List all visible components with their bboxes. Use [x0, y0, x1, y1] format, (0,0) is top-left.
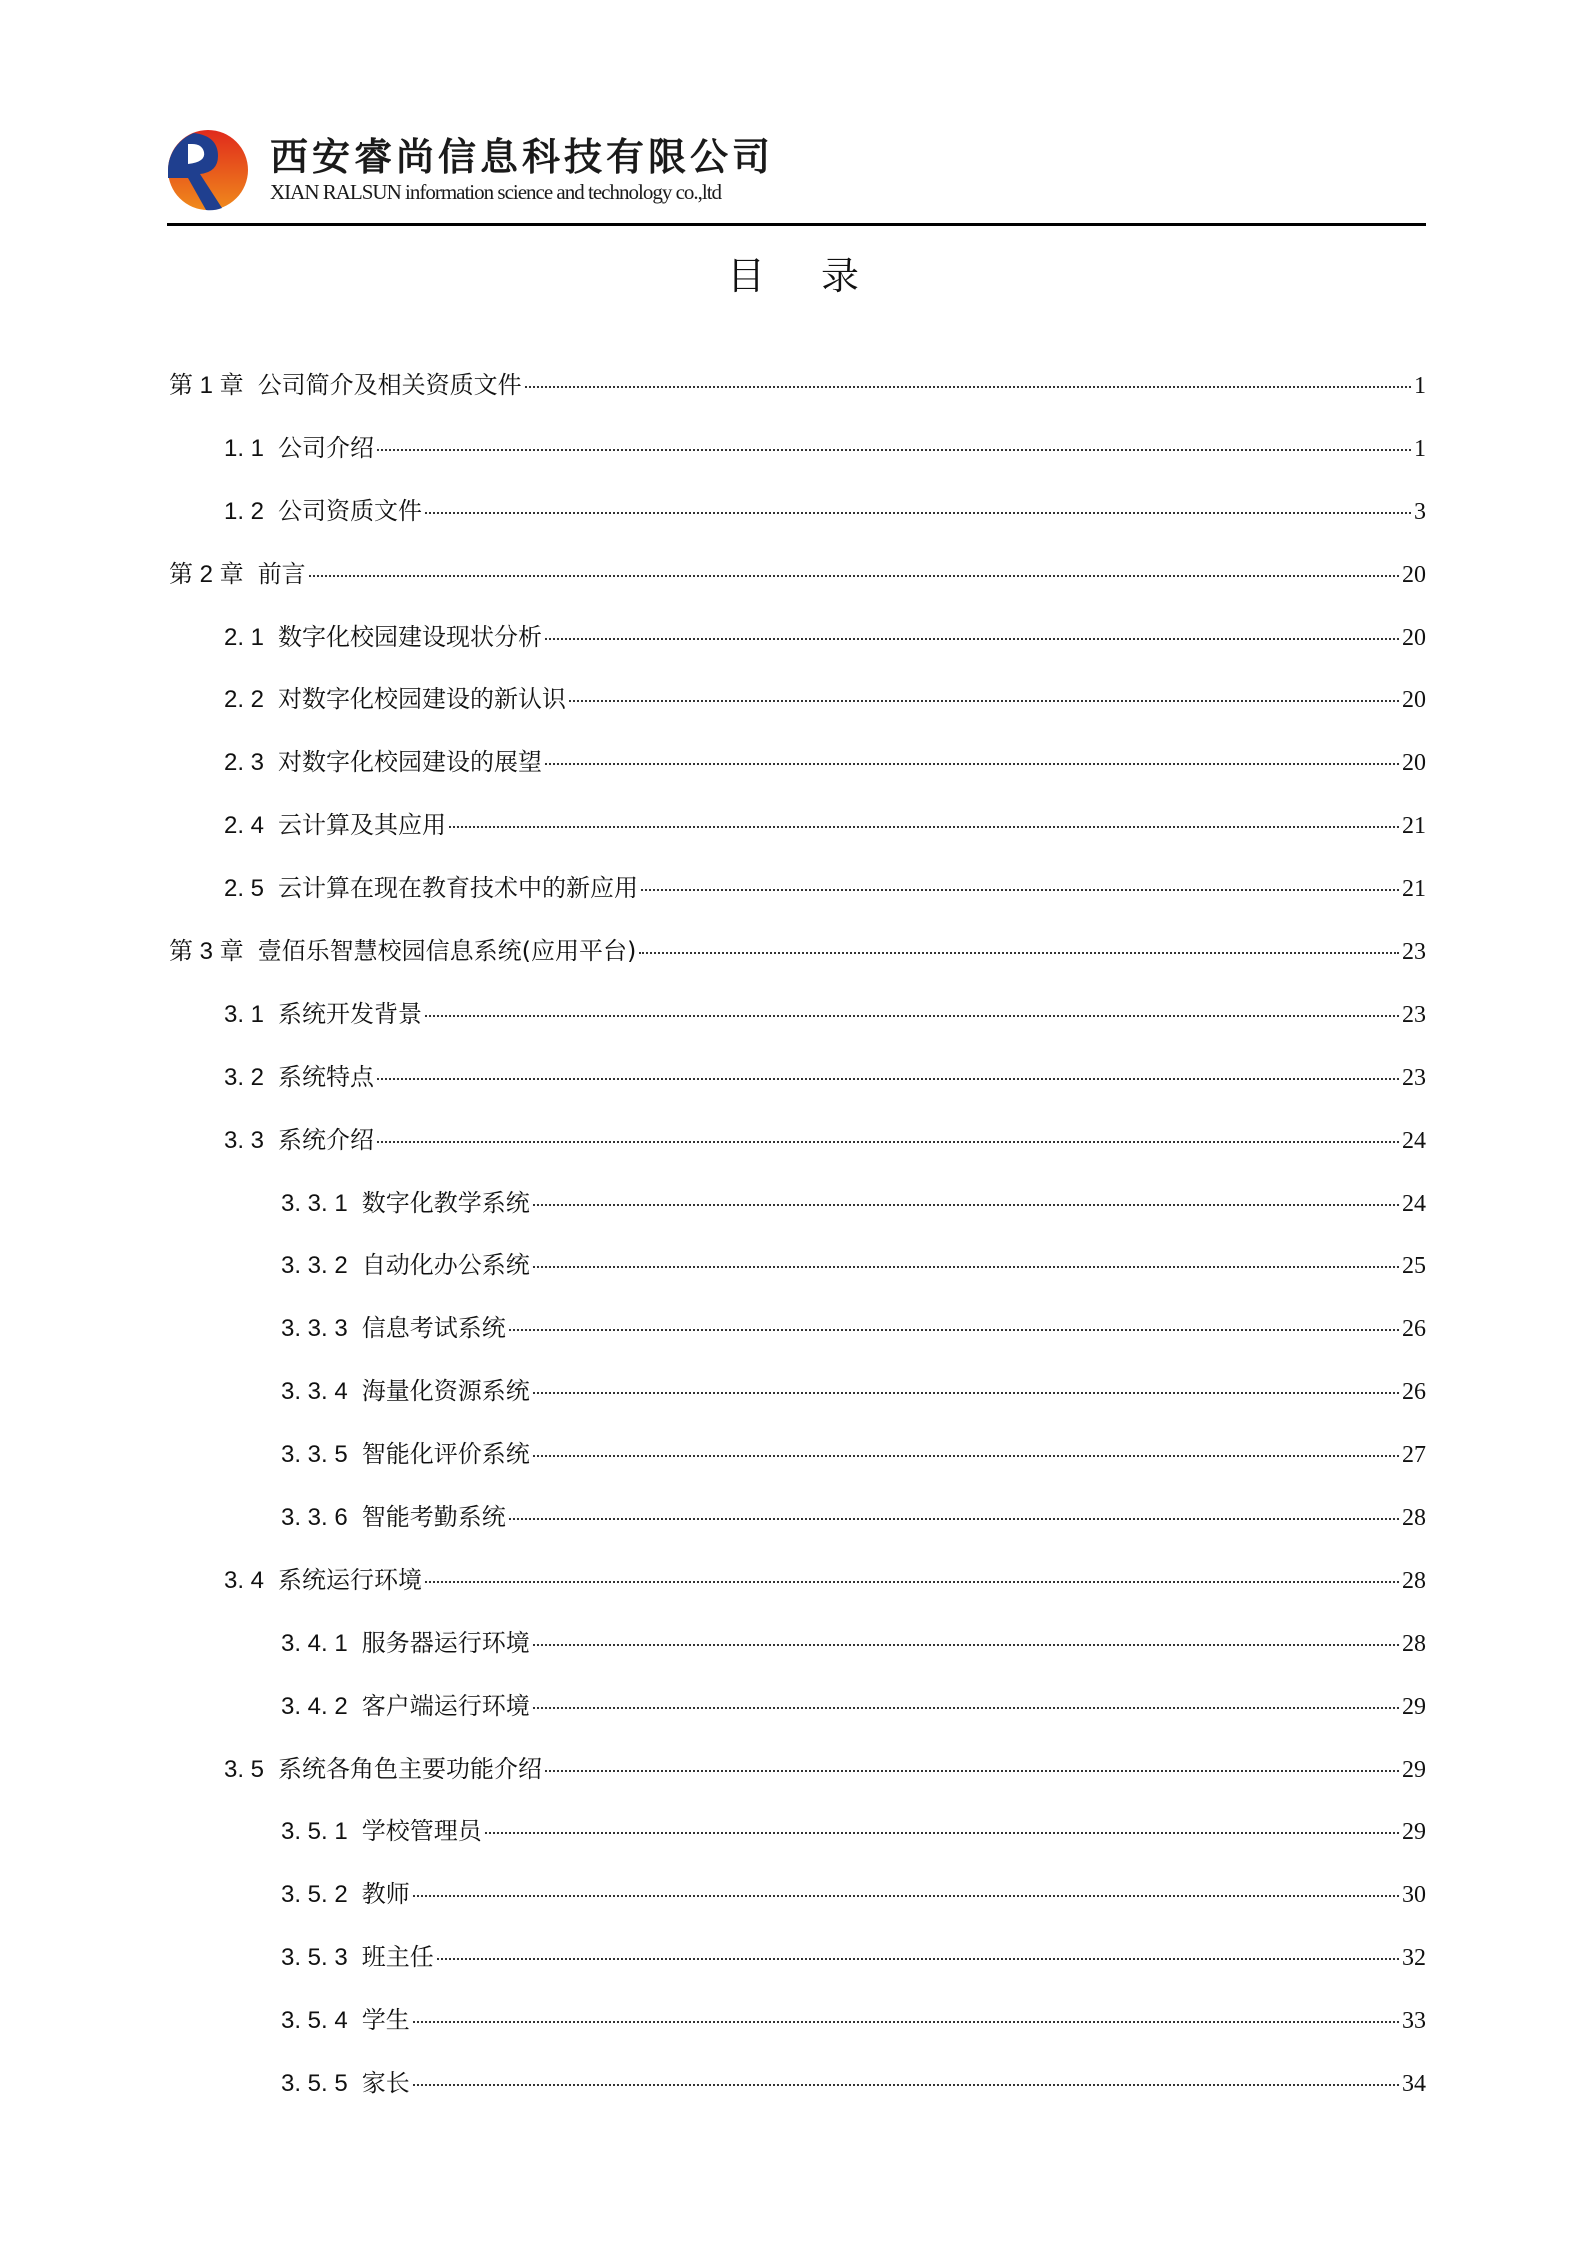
title-char: 录 [821, 254, 860, 298]
toc-page: 28 [1402, 1630, 1426, 1657]
toc-number: 第 2 章 [169, 560, 244, 588]
toc-label: 公司资质文件 [278, 496, 423, 525]
toc-entry[interactable] [169, 1435, 1426, 1498]
toc-label: 智能考勤系统 [361, 1503, 506, 1532]
toc-entry[interactable] [169, 1498, 1426, 1561]
toc-page: 28 [1402, 1567, 1426, 1594]
toc-page: 25 [1402, 1253, 1426, 1280]
toc-label: 对数字化校园建设的新认识 [278, 685, 567, 714]
toc-page: 21 [1402, 813, 1426, 840]
toc-page: 33 [1402, 2008, 1426, 2035]
toc-page: 23 [1402, 1064, 1426, 1091]
toc-page: 3 [1414, 498, 1426, 525]
toc-number: 3. 3. 6 [281, 1504, 348, 1532]
toc-number: 2. 4 [224, 812, 265, 840]
toc-leader [485, 1832, 1399, 1834]
company-name-cn: 西安睿尚信息科技有限公司 [270, 135, 775, 179]
toc-leader [533, 1707, 1399, 1709]
toc-number: 3. 4 [224, 1566, 265, 1594]
toc-page: 24 [1402, 1127, 1426, 1154]
toc-leader [309, 575, 1399, 577]
toc-entry[interactable] [169, 1121, 1426, 1184]
toc-leader [533, 1455, 1399, 1457]
toc-leader [449, 826, 1399, 828]
toc-entry[interactable] [169, 932, 1426, 995]
toc-leader [545, 763, 1399, 765]
toc-entry[interactable] [169, 1058, 1426, 1121]
toc-label: 系统特点 [278, 1062, 375, 1091]
toc-entry[interactable] [169, 680, 1426, 743]
page-title [0, 245, 1586, 300]
toc-label: 云计算在现在教育技术中的新应用 [278, 874, 639, 903]
toc-page: 29 [1402, 1819, 1426, 1846]
toc-page: 20 [1402, 750, 1426, 777]
toc-number: 2. 5 [224, 875, 265, 903]
toc-number: 3. 5. 2 [281, 1881, 348, 1909]
toc-entry[interactable] [169, 2064, 1426, 2127]
toc-label: 学生 [361, 2006, 410, 2035]
toc-page: 29 [1402, 1693, 1426, 1720]
table-of-contents [169, 366, 1426, 2127]
toc-number: 3. 5. 5 [281, 2070, 348, 2098]
toc-page: 21 [1402, 876, 1426, 903]
toc-page: 28 [1402, 1505, 1426, 1532]
toc-number: 3. 3. 4 [281, 1378, 348, 1406]
toc-page: 20 [1402, 624, 1426, 651]
toc-page: 27 [1402, 1442, 1426, 1469]
toc-label: 自动化办公系统 [361, 1251, 530, 1280]
toc-number: 3. 5. 3 [281, 1944, 348, 1972]
toc-label: 系统各角色主要功能介绍 [278, 1754, 543, 1783]
toc-label: 班主任 [361, 1943, 434, 1972]
toc-leader [377, 1141, 1399, 1143]
toc-label: 学校管理员 [361, 1817, 482, 1846]
toc-number: 3. 3. 1 [281, 1189, 348, 1217]
toc-label: 壹佰乐智慧校园信息系统(应用平台) [257, 937, 637, 966]
toc-entry[interactable] [169, 492, 1426, 555]
toc-number: 2. 2 [224, 686, 265, 714]
toc-number: 3. 3. 2 [281, 1252, 348, 1280]
toc-label: 前言 [257, 559, 306, 588]
toc-page: 29 [1402, 1756, 1426, 1783]
toc-label: 信息考试系统 [361, 1314, 506, 1343]
toc-number: 3. 3. 3 [281, 1315, 348, 1343]
toc-label: 数字化校园建设现状分析 [278, 622, 543, 651]
toc-entry[interactable] [169, 1561, 1426, 1624]
toc-number: 1. 1 [224, 434, 265, 462]
toc-number: 第 1 章 [169, 372, 244, 399]
title-char: 目 [726, 254, 765, 298]
toc-number: 2. 3 [224, 749, 265, 777]
toc-label: 数字化教学系统 [361, 1188, 530, 1217]
toc-page: 34 [1402, 2071, 1426, 2098]
toc-leader [533, 1644, 1399, 1646]
toc-leader [437, 1958, 1399, 1960]
toc-page: 30 [1402, 1882, 1426, 1909]
toc-leader [533, 1204, 1399, 1206]
toc-leader [413, 2021, 1399, 2023]
toc-page: 26 [1402, 1316, 1426, 1343]
toc-label: 教师 [361, 1880, 410, 1909]
toc-label: 海量化资源系统 [361, 1377, 530, 1406]
toc-label: 服务器运行环境 [361, 1628, 530, 1657]
toc-leader [425, 512, 1411, 514]
toc-number: 3. 2 [224, 1063, 265, 1091]
toc-leader [545, 1770, 1399, 1772]
toc-label: 系统运行环境 [278, 1565, 423, 1594]
toc-entry[interactable] [169, 1372, 1426, 1435]
toc-label: 系统介绍 [278, 1125, 375, 1154]
toc-entry[interactable] [169, 2001, 1426, 2064]
toc-entry[interactable] [169, 1938, 1426, 2001]
toc-entry[interactable] [169, 366, 1426, 429]
toc-entry[interactable] [169, 1875, 1426, 1938]
toc-page: 20 [1402, 561, 1426, 588]
company-name-en: XIAN RALSUN information science and technology co.,ltd [270, 180, 722, 204]
toc-entry[interactable] [169, 1309, 1426, 1372]
toc-label: 智能化评价系统 [361, 1440, 530, 1469]
toc-entry[interactable] [169, 1687, 1426, 1750]
toc-entry[interactable] [169, 995, 1426, 1058]
toc-number: 1. 2 [224, 497, 265, 525]
toc-leader [509, 1518, 1399, 1520]
toc-label: 公司介绍 [278, 433, 375, 462]
toc-leader [413, 2084, 1399, 2086]
toc-entry[interactable] [169, 806, 1426, 869]
toc-entry[interactable] [169, 1750, 1426, 1813]
toc-number: 3. 5. 1 [281, 1818, 348, 1846]
toc-leader [509, 1329, 1399, 1331]
toc-entry[interactable] [169, 869, 1426, 932]
toc-label: 公司简介及相关资质文件 [257, 371, 522, 399]
toc-leader [413, 1895, 1399, 1897]
toc-page: 26 [1402, 1379, 1426, 1406]
toc-leader [525, 386, 1411, 388]
toc-entry[interactable] [169, 555, 1426, 618]
toc-leader [377, 449, 1411, 451]
toc-label: 系统开发背景 [278, 999, 423, 1028]
toc-number: 2. 1 [224, 623, 265, 651]
toc-page: 20 [1402, 687, 1426, 714]
toc-number: 3. 3. 5 [281, 1441, 348, 1469]
toc-leader [533, 1266, 1399, 1268]
toc-entry[interactable] [169, 429, 1426, 492]
toc-number: 3. 5. 4 [281, 2007, 348, 2035]
toc-page: 23 [1402, 1001, 1426, 1028]
toc-number: 3. 4. 2 [281, 1692, 348, 1720]
toc-leader [569, 700, 1399, 702]
toc-entry[interactable] [169, 1812, 1426, 1875]
toc-entry[interactable] [169, 618, 1426, 681]
toc-leader [425, 1581, 1399, 1583]
toc-label: 对数字化校园建设的展望 [278, 748, 543, 777]
toc-number: 3. 5 [224, 1755, 265, 1783]
toc-number: 第 3 章 [169, 938, 244, 966]
toc-entry[interactable] [169, 1246, 1426, 1309]
toc-page: 1 [1414, 435, 1426, 462]
toc-number: 3. 3 [224, 1126, 265, 1154]
toc-leader [641, 889, 1399, 891]
toc-leader [533, 1392, 1399, 1394]
toc-leader [377, 1078, 1399, 1080]
toc-number: 3. 1 [224, 1000, 265, 1028]
toc-page: 24 [1402, 1190, 1426, 1217]
toc-leader [425, 1015, 1399, 1017]
toc-page: 32 [1402, 1945, 1426, 1972]
toc-number: 3. 4. 1 [281, 1629, 348, 1657]
toc-label: 家长 [361, 2069, 410, 2098]
toc-page: 23 [1402, 939, 1426, 966]
toc-entry[interactable] [169, 743, 1426, 806]
toc-label: 云计算及其应用 [278, 811, 447, 840]
toc-leader [639, 952, 1399, 954]
toc-entry[interactable] [169, 1624, 1426, 1687]
toc-page: 1 [1414, 373, 1426, 399]
toc-label: 客户端运行环境 [361, 1691, 530, 1720]
toc-entry[interactable] [169, 1184, 1426, 1247]
header-divider [167, 223, 1426, 226]
toc-leader [545, 638, 1399, 640]
company-logo-icon [166, 128, 250, 212]
